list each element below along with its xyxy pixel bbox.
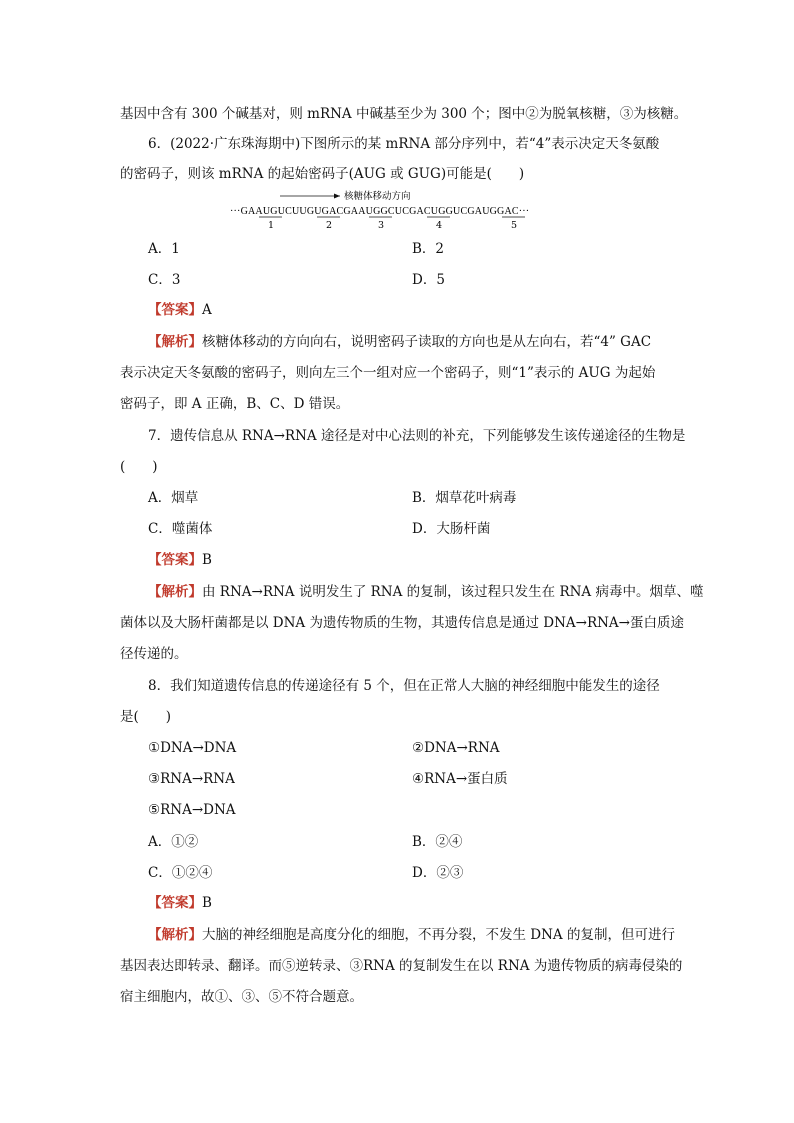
- q8-stem-line1: 8．我们知道遗传信息的传递途径有 5 个，但在正常人大脑的神经细胞中能发生的途径: [148, 678, 660, 694]
- q7-option-b: B．烟草花叶病毒: [412, 490, 517, 506]
- answer-tag: 【答案】: [148, 895, 202, 911]
- q8-analysis-line1: [148, 926, 675, 944]
- analysis-tag: 【解析】: [148, 927, 202, 943]
- q8-analysis-line3: 宿主细胞内，故①、③、⑤不符合题意。: [120, 989, 363, 1005]
- codon-marker-2: 2: [326, 220, 333, 230]
- q7-analysis-line1: [148, 583, 703, 601]
- q8-path-2: ②DNA→RNA: [412, 740, 500, 756]
- q7-stem-line2: ( ): [120, 459, 158, 475]
- answer-tag: 【答案】: [148, 552, 202, 568]
- q7-answer: [148, 551, 212, 569]
- q8-option-b: B．②④: [412, 834, 463, 850]
- q8-answer: [148, 894, 212, 912]
- mrna-figure-svg: [230, 186, 570, 230]
- q6-option-d: D．5: [412, 272, 445, 288]
- q8-path-4: ④RNA→蛋白质: [412, 771, 508, 787]
- q8-path-1: ①DNA→DNA: [148, 740, 237, 756]
- analysis-text: 由 RNA→RNA 说明发生了 RNA 的复制，该过程只发生在 RNA 病毒中。烟草、噬: [202, 584, 704, 600]
- codon-marker-5: 5: [511, 220, 518, 230]
- q6-stem-line2: 的密码子，则该 mRNA 的起始密码子(AUG 或 GUG)可能是( ): [120, 166, 525, 182]
- codon-marker-1: 1: [268, 220, 275, 230]
- q6-stem-line1: 6．(2022·广东珠海期中)下图所示的某 mRNA 部分序列中，若“4”表示决定天冬氨酸: [148, 136, 660, 152]
- q7-option-c: C．噬菌体: [148, 521, 213, 537]
- q5-tail-line: 基因中含有 300 个碱基对，则 mRNA 中碱基至少为 300 个；图中②为脱氧核糖，③为核糖。: [120, 106, 688, 122]
- codon-marker-4: 4: [436, 220, 443, 230]
- q7-analysis-line2: 菌体以及大肠杆菌都是以 DNA 为遗传物质的生物，其遗传信息是通过 DNA→RNA→蛋白质途: [120, 615, 684, 631]
- q6-analysis-line1: [148, 333, 651, 351]
- q8-path-5: ⑤RNA→DNA: [148, 802, 236, 818]
- arrow-head-icon: [334, 194, 340, 199]
- analysis-text: 核糖体移动的方向向右，说明密码子读取的方向也是从左向右，若“4” GAC: [202, 334, 652, 350]
- analysis-text: 大脑的神经细胞是高度分化的细胞，不再分裂，不发生 DNA 的复制，但可进行: [202, 927, 675, 943]
- q7-option-d: D．大肠杆菌: [412, 521, 491, 537]
- analysis-tag: 【解析】: [148, 334, 202, 350]
- q6-option-b: B．2: [412, 241, 445, 257]
- analysis-tag: 【解析】: [148, 584, 202, 600]
- q8-option-d: D．②③: [412, 865, 464, 881]
- answer-value: B: [202, 552, 212, 568]
- answer-value: A: [202, 302, 212, 318]
- q7-analysis-line3: 径传递的。: [120, 646, 188, 662]
- q7-stem-line1: 7．遗传信息从 RNA→RNA 途径是对中心法则的补充，下列能够发生该传递途径的生物是: [148, 428, 686, 444]
- q8-stem-line2: 是( ): [120, 709, 172, 725]
- q8-analysis-line2: 基因表达即转录、翻译。而⑤逆转录、③RNA 的复制发生在以 RNA 为遗传物质的病毒侵染的: [120, 958, 683, 974]
- arrow-label: 核糖体移动方向: [344, 191, 411, 202]
- q6-option-a: A．1: [148, 241, 180, 257]
- answer-tag: 【答案】: [148, 302, 202, 318]
- q6-analysis-line2: 表示决定天冬氨酸的密码子，则向左三个一组对应一个密码子，则“1”表示的 AUG 为起始: [120, 365, 656, 381]
- mrna-sequence-figure: [230, 186, 570, 230]
- q6-answer: [148, 301, 212, 319]
- codon-marker-3: 3: [378, 220, 385, 230]
- q8-option-a: A．①②: [148, 834, 199, 850]
- mrna-sequence: ···GAAUGUCUUGUGACGAAUGGCUCGACUGGUCGAUGGAC···: [230, 206, 530, 217]
- q6-option-c: C．3: [148, 272, 181, 288]
- answer-value: B: [202, 895, 212, 911]
- q8-path-3: ③RNA→RNA: [148, 771, 235, 787]
- q8-option-c: C．①②④: [148, 865, 213, 881]
- q7-option-a: A．烟草: [148, 490, 199, 506]
- q6-analysis-line3: 密码子，即 A 正确，B、C、D 错误。: [120, 396, 350, 412]
